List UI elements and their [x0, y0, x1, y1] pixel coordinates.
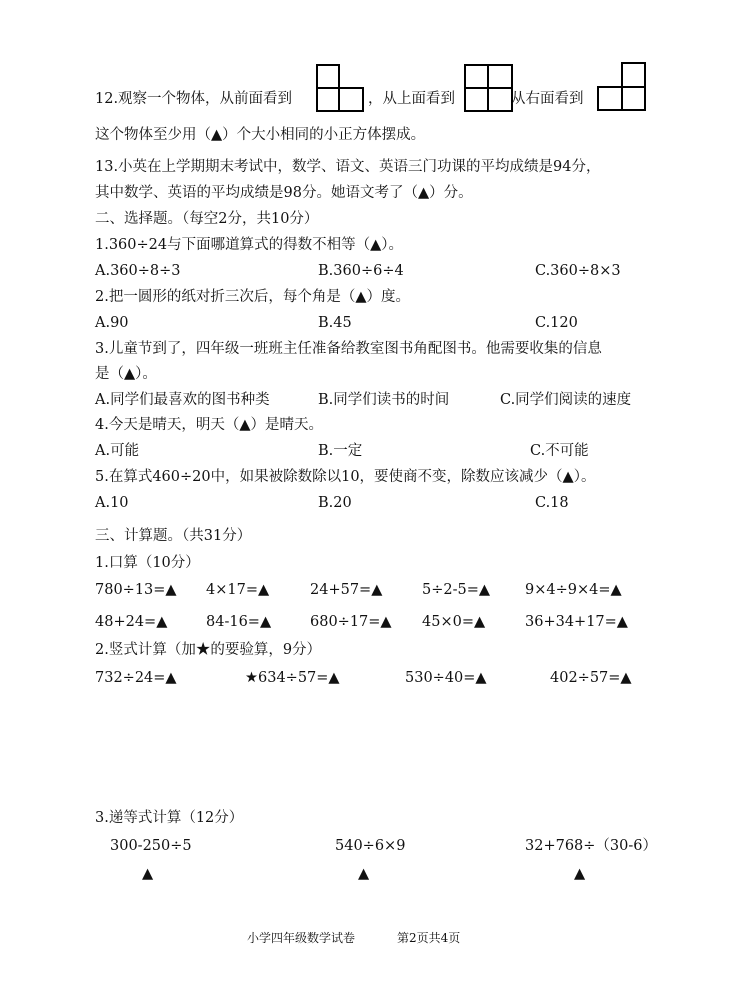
mc4-option-c: C.不可能: [530, 443, 589, 459]
mc5-option-a: A.10: [95, 495, 129, 511]
mc2-question: 2.把一圆形的纸对折三次后，每个角是（▲）度。: [95, 289, 410, 305]
front-view-figure: [316, 64, 366, 116]
q12-right-text: 从右面看到: [511, 91, 584, 107]
oral-item: 36+34+17=▲: [525, 614, 628, 630]
oral-item: 780÷13=▲: [95, 582, 177, 598]
vertical-item: 530÷40=▲: [405, 670, 487, 686]
vertical-item: 732÷24=▲: [95, 670, 177, 686]
mc3-option-c: C.同学们阅读的速度: [500, 392, 632, 408]
q12-line2: 这个物体至少用（▲）个大小相同的小正方体摆成。: [95, 127, 426, 143]
mc5-option-c: C.18: [535, 495, 569, 511]
mc1-option-b: B.360÷6÷4: [318, 263, 404, 279]
vertical-item: 402÷57=▲: [550, 670, 632, 686]
mc5-question: 5.在算式460÷20中，如果被除数除以10，要使商不变，除数应该减少（▲）。: [95, 469, 596, 485]
q12-top-text: ，从上面看到: [368, 91, 455, 107]
stepwise-item: 300-250÷5: [110, 838, 192, 854]
oral-item: 84-16=▲: [206, 614, 272, 630]
mc2-option-b: B.45: [318, 315, 352, 331]
stepwise-item: 32+768÷（30-6）: [525, 838, 658, 854]
oral-item: 24+57=▲: [310, 582, 383, 598]
oral-item: 45×0=▲: [422, 614, 486, 630]
mc3-question-cont: 是（▲）。: [95, 366, 157, 382]
section2-title: 二、选择题。（每空2分，共10分）: [95, 211, 319, 227]
mc2-option-c: C.120: [535, 315, 578, 331]
top-view-figure: [464, 64, 514, 116]
mc4-option-a: A.可能: [95, 443, 140, 459]
mc2-option-a: A.90: [95, 315, 129, 331]
q12-prefix: 12.观察一个物体，从前面看到: [95, 91, 293, 107]
mc3-question: 3.儿童节到了，四年级一班班主任准备给教室图书角配图书。他需要收集的信息: [95, 341, 602, 357]
oral-item: 48+24=▲: [95, 614, 168, 630]
vertical-calc-title: 2.竖式计算（加★的要验算，9分）: [95, 642, 322, 658]
mc1-option-a: A.360÷8÷3: [95, 263, 181, 279]
q13-line2: 其中数学、英语的平均成绩是98分。她语文考了（▲）分。: [95, 185, 473, 201]
oral-item: 5÷2-5=▲: [422, 582, 491, 598]
vertical-item-checked: ★634÷57=▲: [245, 670, 340, 686]
oral-item: 4×17=▲: [206, 582, 270, 598]
mc5-option-b: B.20: [318, 495, 352, 511]
answer-mark: ▲: [142, 866, 154, 882]
mc3-option-a: A.同学们最喜欢的图书种类: [95, 392, 270, 408]
oral-item: 9×4÷9×4=▲: [525, 582, 622, 598]
mc3-option-b: B.同学们读书的时间: [318, 392, 450, 408]
right-view-figure: [596, 62, 648, 116]
stepwise-calc-title: 3.递等式计算（12分）: [95, 810, 244, 826]
mc4-question: 4.今天是晴天，明天（▲）是晴天。: [95, 417, 323, 433]
mc1-question: 1.360÷24与下面哪道算式的得数不相等（▲）。: [95, 237, 404, 253]
section3-title: 三、计算题。（共31分）: [95, 528, 252, 544]
footer-page-number: 第2页共4页: [397, 931, 461, 945]
answer-mark: ▲: [574, 866, 586, 882]
mc4-option-b: B.一定: [318, 443, 363, 459]
oral-calc-title: 1.口算（10分）: [95, 555, 200, 571]
mc1-option-c: C.360÷8×3: [535, 263, 621, 279]
stepwise-item: 540÷6×9: [335, 838, 406, 854]
answer-mark: ▲: [358, 866, 370, 882]
footer-exam-title: 小学四年级数学试卷: [247, 931, 356, 945]
oral-item: 680÷17=▲: [310, 614, 392, 630]
q13-line1: 13.小英在上学期期末考试中，数学、语文、英语三门功课的平均成绩是94分，: [95, 159, 601, 175]
